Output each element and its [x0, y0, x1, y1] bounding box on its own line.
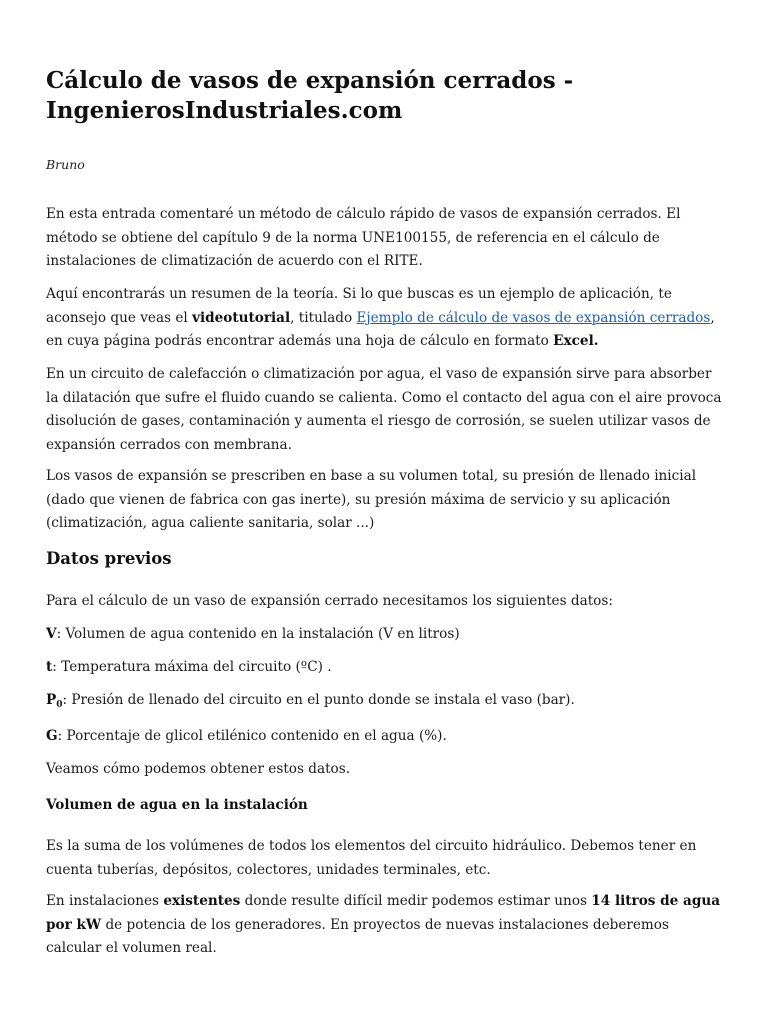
datos-item-g: G: Porcentaje de glicol etilénico contenido en el agua (%).	[46, 728, 447, 744]
example-link[interactable]: Ejemplo de cálculo de vasos de expansión cerrados	[356, 309, 711, 326]
excel-strong: Excel.	[553, 333, 599, 349]
datos-lead: Para el cálculo de un vaso de expansión cerrado necesitamos los siguientes datos:	[46, 593, 613, 609]
section-heading-datos: Datos previos	[46, 549, 172, 568]
datos-item-p0: $P_0$: Presión de llenado del circuito en el punto donde se instala el vaso (bar).	[46, 692, 575, 710]
section-heading-volumen: Volumen de agua en la instalación	[46, 797, 308, 813]
datos-item-v: V: Volumen de agua contenido en la instalación (V en litros)	[46, 626, 460, 642]
datos-tail: Veamos cómo podemos obtener estos datos.	[46, 761, 351, 777]
litros-kw-strong: 14 litros de agua por kW	[46, 893, 721, 933]
existentes-strong: existentes	[163, 893, 241, 909]
intro-paragraph-3: En un circuito de calefacción o climatización por agua, el vaso de expansión sirve para absorber la dilatación que sufre el fluido cuando se calienta. Como el contacto del agua con el aire provoca disolución de gases, contaminación y aumenta el riesgo de corrosión, se suelen utilizar vasos de expansión cerrados con membrana.	[46, 366, 722, 453]
volumen-paragraph-2: En instalaciones existentes donde resulte difícil medir podemos estimar unos 14 litros de agua por kW de potencia de los generadores. En proyectos de nuevas instalaciones deberemos calcular el volumen real.	[46, 893, 721, 956]
intro-paragraph-2: Aquí encontrarás un resumen de la teoría. Si lo que buscas es un ejemplo de aplicación, te aconsejo que veas el videotutorial, titulado Ejemplo de cálculo de vasos de expansión cerrados, en cuya página podrás encontrar además una hoja de cálculo en formato Excel.	[46, 286, 715, 349]
intro-paragraph-1: En esta entrada comentaré un método de cálculo rápido de vasos de expansión cerrados. El método se obtiene del capítulo 9 de la norma UNE100155, de referencia en el cálculo de instalaciones de climatización de acuerdo con el RITE.	[46, 206, 681, 269]
datos-item-t: t: Temperatura máxima del circuito (ºC) .	[46, 659, 332, 675]
author-name: Bruno	[46, 157, 85, 172]
videotutorial-strong: videotutorial	[192, 309, 291, 326]
article-title: Cálculo de vasos de expansión cerrados - IngenierosIndustriales.com	[46, 67, 574, 124]
volumen-paragraph-1: Es la suma de los volúmenes de todos los elementos del circuito hidráulico. Debemos tener en cuenta tuberías, depósitos, colectores, unidades terminales, etc.	[46, 838, 697, 878]
intro-paragraph-4: Los vasos de expansión se prescriben en base a su volumen total, su presión de llenado inicial (dado que vienen de fabrica con gas inerte), su presión máxima de servicio y su aplicación (climatización, agua caliente sanitaria, solar ...)	[46, 468, 697, 531]
